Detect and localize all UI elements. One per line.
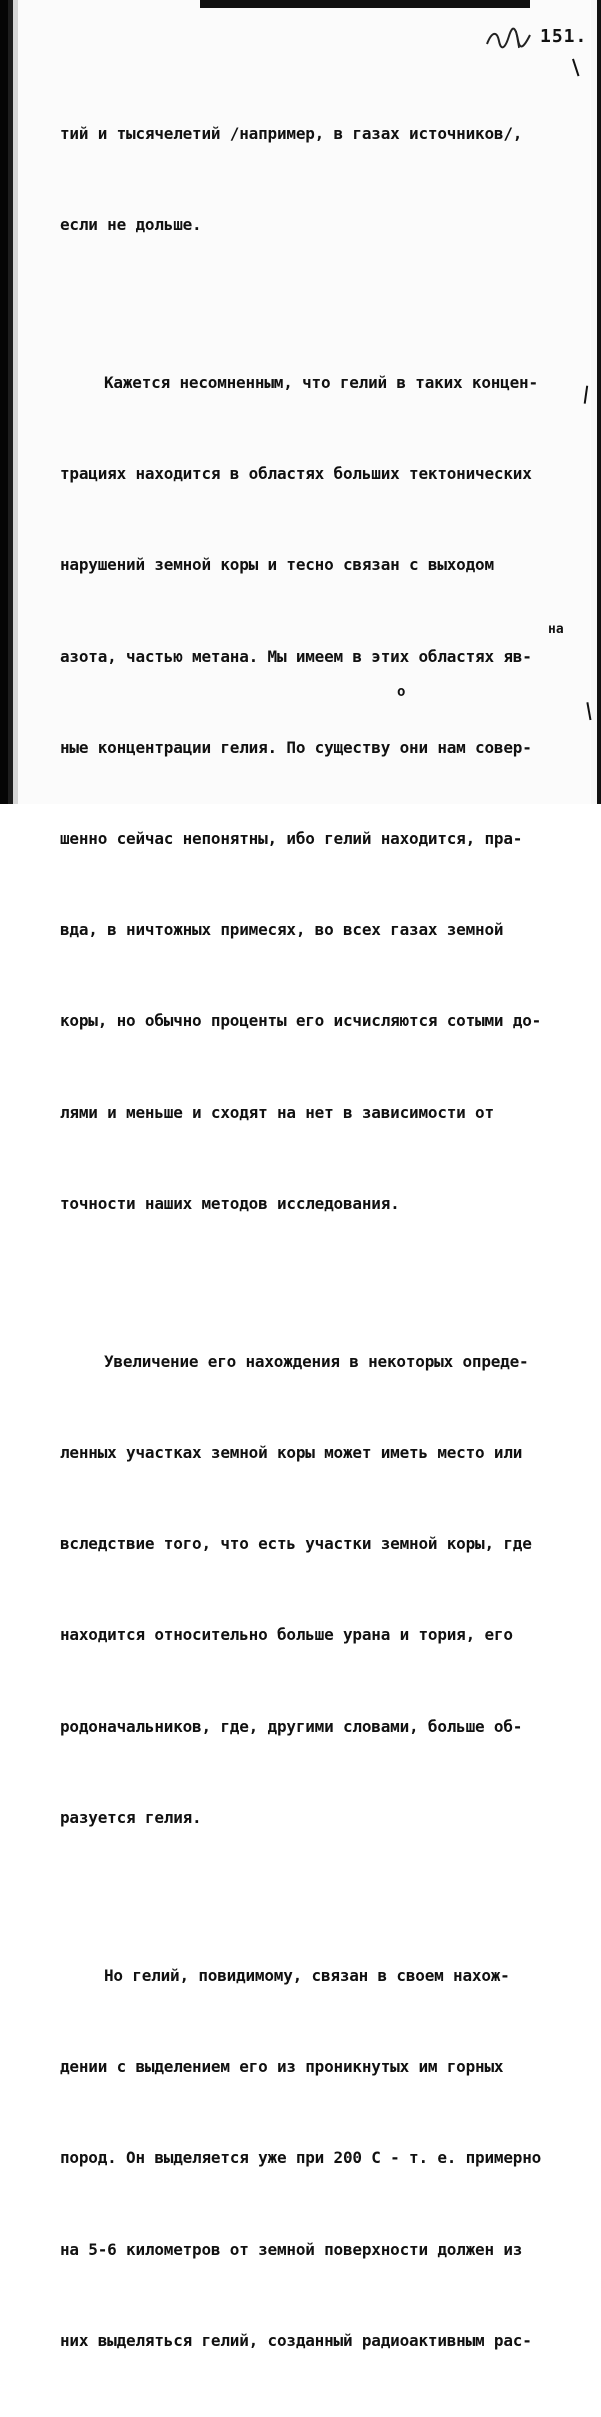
text-line: Кажется несомненным, что гелий в таких концен- bbox=[104, 373, 538, 393]
text-line: точности наших методов исследования. bbox=[60, 1193, 400, 1213]
text-line: азота, частью метана. Мы имеем в этих областях яв- bbox=[60, 646, 532, 666]
typewritten-text-block bbox=[60, 58, 585, 2417]
handwritten-scribble-icon bbox=[485, 23, 545, 53]
text-line: дении с выделением его из проникнутых им горных bbox=[60, 2057, 504, 2077]
paragraph-gap bbox=[60, 301, 585, 307]
text-line: них выделяться гелий, созданный радиоактивным рас- bbox=[60, 2330, 532, 2350]
text-line: коры, но обычно проценты его исчисляются сотыми до- bbox=[60, 1011, 542, 1031]
text-line: разуется гелия. bbox=[60, 1807, 202, 1827]
text-line: Но гелий, повидимому, связан в своем нахож- bbox=[104, 1965, 510, 1985]
text-line: ные концентрации гелия. По существу они нам совер- bbox=[60, 737, 532, 757]
text-line: Увеличение его нахождения в некоторых опреде- bbox=[104, 1351, 529, 1371]
text-line: лями и меньше и сходят на нет в зависимости от bbox=[60, 1102, 494, 1122]
paragraph-gap bbox=[60, 1280, 585, 1286]
scan-left-edge bbox=[0, 0, 18, 804]
handwritten-correction: на bbox=[548, 622, 564, 637]
text-line: находится относительно больше урана и тория, его bbox=[60, 1625, 513, 1645]
text-line: на 5-6 километров от земной поверхности должен из bbox=[60, 2239, 523, 2259]
text-line: родоначальников, где, другими словами, больше об- bbox=[60, 1716, 523, 1736]
text-line: ленных участках земной коры может иметь место или bbox=[60, 1443, 523, 1463]
page-number: 151. bbox=[540, 26, 588, 47]
text-line: вда, в ничтожных примесях, во всех газах земной bbox=[60, 920, 504, 940]
text-line: шенно сейчас непонятны, ибо гелий находится, пра- bbox=[60, 829, 523, 849]
scan-right-edge bbox=[587, 0, 601, 804]
text-line: пород. Он выделяется уже при 200 С - т. е. примерно bbox=[60, 2148, 542, 2168]
text-line: если не дольше. bbox=[60, 215, 202, 235]
scan-top-edge bbox=[200, 0, 530, 12]
text-line: нарушений земной коры и тесно связан с выходом bbox=[60, 555, 494, 575]
degree-mark: о bbox=[397, 684, 406, 700]
paragraph-gap bbox=[60, 1894, 585, 1900]
text-line: трациях находится в областях больших тектонических bbox=[60, 464, 532, 484]
text-line: вследствие того, что есть участки земной коры, где bbox=[60, 1534, 532, 1554]
text-line: тий и тысячелетий /например, в газах источников/, bbox=[60, 123, 523, 143]
